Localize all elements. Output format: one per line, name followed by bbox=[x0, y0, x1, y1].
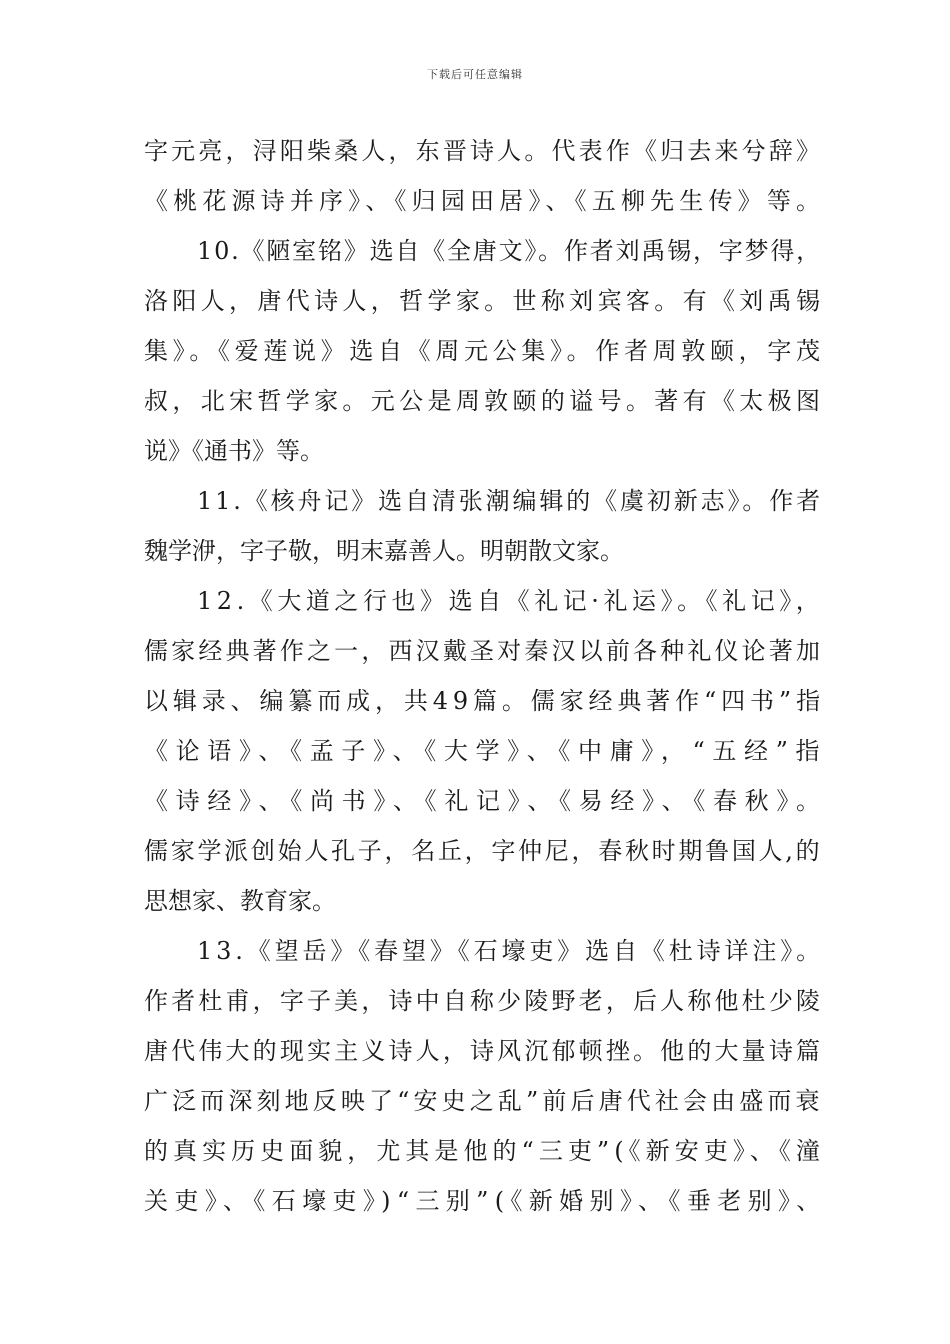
text-line bbox=[144, 626, 824, 676]
text-line-content: 关吏》、《石壕吏》)“三别”(《新婚别》、《垂老别》、 bbox=[144, 1187, 827, 1215]
paragraph-start-line bbox=[144, 926, 825, 976]
text-line-content: 《诗经》、《尚书》、《礼记》、《易经》、《春秋》。 bbox=[144, 787, 828, 815]
text-line-content: 13.《望岳》《春望》《石壕吏》选自《杜诗详注》。 bbox=[197, 937, 825, 965]
text-line bbox=[144, 976, 824, 1026]
text-line bbox=[144, 876, 820, 926]
text-line-content: 11.《核舟记》选自清张潮编辑的《虞初新志》。作者 bbox=[197, 487, 824, 515]
text-line bbox=[144, 676, 825, 726]
text-line bbox=[144, 376, 825, 426]
text-line bbox=[144, 1126, 825, 1176]
document-body bbox=[144, 126, 828, 1226]
text-line bbox=[144, 1176, 827, 1226]
text-line bbox=[144, 726, 828, 776]
text-line-content: 集》。《爱莲说》选自《周元公集》。作者周敦颐，字茂 bbox=[144, 337, 825, 365]
text-line-content: 广泛而深刻地反映了“安史之乱”前后唐代社会由盛而衰 bbox=[144, 1087, 824, 1115]
text-line-content: 儒家经典著作之一，西汉戴圣对秦汉以前各种礼仪论著加 bbox=[144, 637, 824, 665]
text-line-content: 魏学洢，字子敬，明末嘉善人。明朝散文家。 bbox=[144, 537, 624, 565]
text-line bbox=[144, 426, 820, 476]
text-line bbox=[144, 126, 824, 176]
text-line-content: 12.《大道之行也》选自《礼记·礼运》。《礼记》， bbox=[197, 587, 825, 615]
text-line bbox=[144, 326, 825, 376]
text-line-content: 作者杜甫，字子美，诗中自称少陵野老，后人称他杜少陵 bbox=[144, 987, 824, 1015]
page-header: 下载后可任意编辑 bbox=[427, 68, 523, 81]
text-line-content: 思想家、教育家。 bbox=[144, 887, 336, 915]
text-line-content: 《桃花源诗并序》、《归园田居》、《五柳先生传》等。 bbox=[144, 187, 826, 215]
text-line bbox=[144, 276, 825, 326]
text-line-content: 唐代伟大的现实主义诗人，诗风沉郁顿挫。他的大量诗篇 bbox=[144, 1037, 824, 1065]
text-line-content: 儒家学派创始人孔子，名丘，字仲尼，春秋时期鲁国人,的 bbox=[144, 837, 823, 865]
text-line-content: 以辑录、编纂而成，共49篇。儒家经典著作“四书”指 bbox=[144, 687, 825, 715]
text-line-content: 洛阳人，唐代诗人，哲学家。世称刘宾客。有《刘禹锡 bbox=[144, 287, 825, 315]
text-line-content: 《论语》、《孟子》、《大学》、《中庸》，“五经”指 bbox=[144, 737, 828, 765]
text-line-content: 说》《通书》等。 bbox=[144, 437, 324, 465]
paragraph-start-line bbox=[144, 476, 824, 526]
paragraph-start-line bbox=[144, 576, 825, 626]
text-line bbox=[144, 1026, 824, 1076]
text-line-content: 的真实历史面貌，尤其是他的“三吏”(《新安吏》、《潼 bbox=[144, 1137, 825, 1165]
text-line-content: 叔，北宋哲学家。元公是周敦颐的谥号。著有《太极图 bbox=[144, 387, 825, 415]
text-line bbox=[144, 176, 826, 226]
text-line bbox=[144, 526, 820, 576]
text-line-content: 字元亮，浔阳柴桑人，东晋诗人。代表作《归去来兮辞》 bbox=[144, 137, 824, 165]
paragraph-start-line bbox=[144, 226, 820, 276]
text-line bbox=[144, 1076, 824, 1126]
text-line bbox=[144, 826, 823, 876]
text-line-content: 10.《陋室铭》选自《全唐文》。作者刘禹锡，字梦得， bbox=[197, 237, 822, 265]
text-line bbox=[144, 776, 828, 826]
